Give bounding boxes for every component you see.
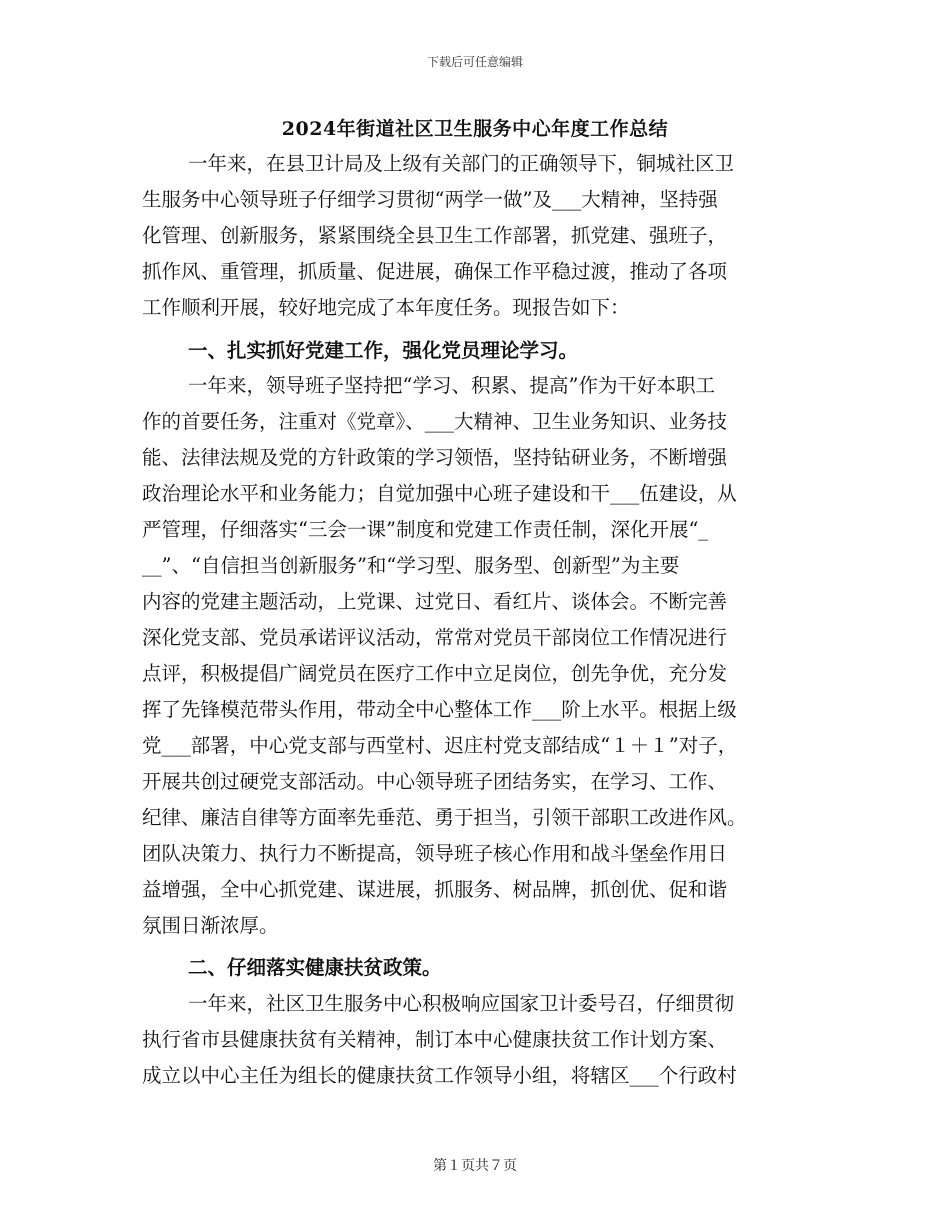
paragraph-2-line-13: 纪律、廉洁自律等方面率先垂范、勇于担当，引领干部职工改进作风。 <box>142 806 747 829</box>
paragraph-2-line-1: 一年来，领导班子坚持把“学习、积累、提高”作为干好本职工 <box>188 374 715 397</box>
section-heading-1: 一、扎实抓好党建工作，强化党员理论学习。 <box>188 339 579 362</box>
paragraph-2-line-8: 深化党支部、党员承诺评议活动，常常对党员干部岗位工作情况进行 <box>142 626 728 649</box>
paragraph-2-line-3: 能、法律法规及党的方针政策的学习领悟，坚持钻研业务，不断增强 <box>142 446 728 469</box>
paragraph-1-line-5: 工作顺利开展，较好地完成了本年度任务。现报告如下： <box>142 296 630 319</box>
paragraph-2-line-10: 挥了先锋模范带头作用，带动全中心整体工作___阶上水平。根据上级 <box>142 698 737 721</box>
paragraph-1-line-2: 生服务中心领导班子仔细学习贯彻“两学一做”及___大精神，坚持强 <box>142 188 718 211</box>
page-number: 第１页共７页 <box>433 1158 517 1174</box>
section-heading-2: 二、仔细落实健康扶贫政策。 <box>188 956 442 979</box>
paragraph-2-line-2: 作的首要任务，注重对《党章》、___大精神、卫生业务知识、业务技 <box>142 410 728 433</box>
page-header-note: 下载后可任意编辑 <box>426 55 523 69</box>
paragraph-1-line-4: 抓作风、重管理，抓质量、促进展，确保工作平稳过渡，推动了各项 <box>142 260 728 283</box>
paragraph-2-line-11: 党___部署，中心党支部与西堂村、迟庄村党支部结成“１＋１”对子， <box>142 734 738 757</box>
paragraph-2-line-14: 团队决策力、执行力不断提高，领导班子核心作用和战斗堡垒作用日 <box>142 842 728 865</box>
paragraph-2-line-16: 氛围日渐浓厚。 <box>142 914 279 937</box>
paragraph-2-line-6: __”、“自信担当创新服务”和“学习型、服务型、创新型”为主要 <box>142 554 680 577</box>
paragraph-2-line-9: 点评，积极提倡广阔党员在医疗工作中立足岗位，创先争优，充分发 <box>142 662 728 685</box>
document-title: 2024年街道社区卫生服务中心年度工作总结 <box>281 118 669 140</box>
paragraph-2-line-4: 政治理论水平和业务能力；自觉加强中心班子建设和干___伍建设，从 <box>142 482 737 505</box>
paragraph-1-line-1: 一年来，在县卫计局及上级有关部门的正确领导下，铜城社区卫 <box>188 152 735 175</box>
paragraph-2-line-15: 益增强，全中心抓党建、谋进展，抓服务、树品牌，抓创优、促和谐 <box>142 878 728 901</box>
paragraph-2-line-7: 内容的党建主题活动，上党课、过党日、看红片、谈体会。不断完善 <box>142 590 728 613</box>
paragraph-3-line-2: 执行省市县健康扶贫有关精神，制订本中心健康扶贫工作计划方案、 <box>142 1028 728 1051</box>
paragraph-2-line-12: 开展共创过硬党支部活动。中心领导班子团结务实，在学习、工作、 <box>142 770 728 793</box>
paragraph-1-line-3: 化管理、创新服务，紧紧围绕全县卫生工作部署，抓党建、强班子， <box>142 224 728 247</box>
paragraph-3-line-3: 成立以中心主任为组长的健康扶贫工作领导小组，将辖区___个行政村 <box>142 1064 737 1087</box>
paragraph-3-line-1: 一年来，社区卫生服务中心积极响应国家卫计委号召，仔细贯彻 <box>188 992 735 1015</box>
paragraph-2-line-5: 严管理，仔细落实“三会一课”制度和党建工作责任制，深化开展“_ <box>142 518 709 541</box>
